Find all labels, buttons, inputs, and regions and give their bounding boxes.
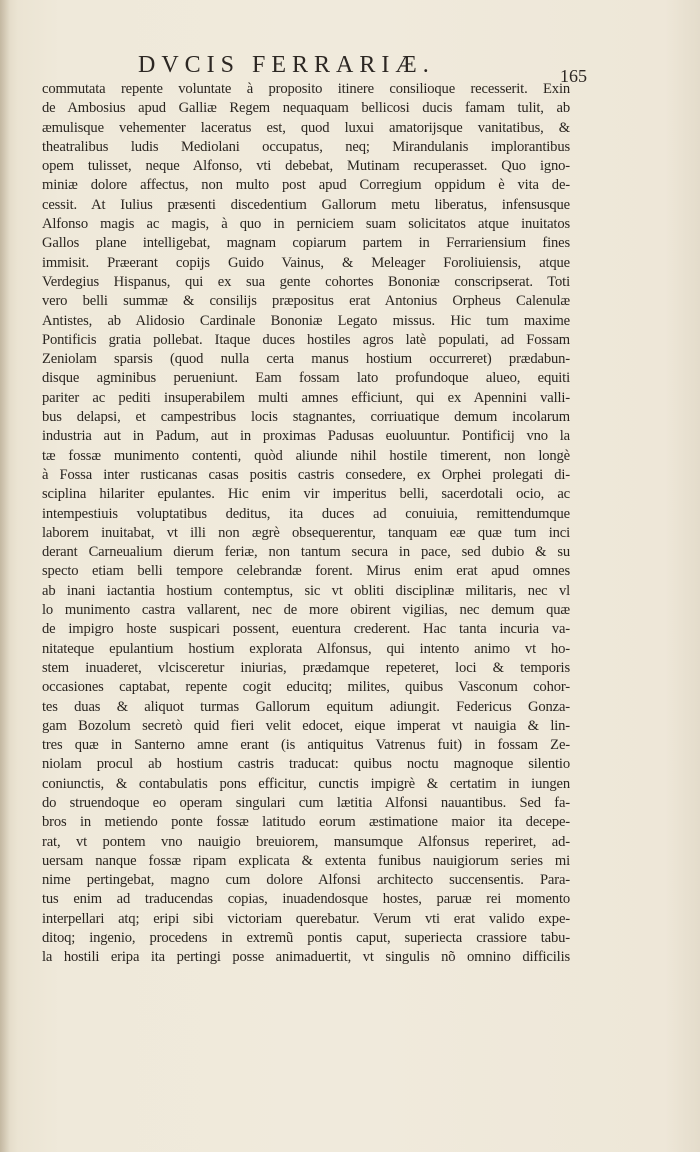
text-line: rat, vt pontem vno nauigio breuiorem, mansumque Alfonsus reperiret, ad- — [42, 833, 570, 850]
text-line: ab inani iactantia hostium contemptus, sic vt obliti disciplinæ militaris, nec vl — [42, 582, 570, 599]
text-line: intempestiuis voluptatibus deditus, ita duces ad conuiuia, remittendumque — [42, 505, 570, 522]
text-line: opem tulisset, neque Alfonso, vti debebat, Mutinam recuperasset. Quo igno- — [42, 158, 570, 175]
text-line: cessit. At Iulius præsenti discedentium Gallorum metu liberatus, infensusque — [42, 196, 570, 213]
text-line: specto etiam belli tempore celebrandæ forent. Mirus enim erat apud omnes — [42, 563, 570, 580]
text-line: la hostili eripa ita pertingi posse animaduertit, vt singulis nõ omnino difficilis — [42, 949, 570, 966]
text-line: nitateque epulantium hostium explorata Alfonsus, qui intento animo vt ho- — [42, 640, 570, 657]
text-line: disque agminibus perueniunt. Eam fossam lato profundoque alueo, equiti — [42, 370, 570, 387]
text-line: Zeniolam sparsis (quod nulla certa manus hostium occurreret) prædabun- — [42, 351, 570, 368]
text-line: nime pertingebat, magno cum dolore Alfonsi architecto succensentis. Para- — [42, 872, 570, 889]
text-line: bros in metiendo ponte fossæ latitudo eorum æstimatione maior ita decepe- — [42, 814, 570, 831]
text-line: laborem inuitabat, vt illi non ægrè obsequerentur, tanquam eæ quæ tum inci — [42, 524, 570, 541]
text-line: tus enim ad traducendas copias, inuadendosque hostes, paruæ rei momento — [42, 891, 570, 908]
text-line: de impigro hoste suspicari possent, euentura crederent. Hac tanta incuria va- — [42, 621, 570, 638]
text-line: tæ fossæ munimento contenti, quòd aliunde nihil hostile timerent, non longè — [42, 447, 570, 464]
body-text — [42, 80, 570, 968]
text-line: immisit. Præerant copijs Guido Vainus, & Meleager Foroliuiensis, atque — [42, 254, 570, 271]
text-line: coniunctis, & contabulatis pons efficitur, cunctis impigrè & certatim in iungen — [42, 775, 570, 792]
text-line: niolam procul ab hostium castris traducat: quibus noctu magnoque silentio — [42, 756, 570, 773]
text-line: bus delapsi, et campestribus locis stagnantes, corriuatique demum incolarum — [42, 409, 570, 426]
text-line: à Fossa inter rusticanas casas positis castris consedere, ex Orphei prolegati di- — [42, 466, 570, 483]
text-line: uersam nanque fossæ ripam explicata & extenta funibus nauigiorum series mi — [42, 852, 570, 869]
text-line: Pontificis gratia pollebat. Itaque duces hostiles agros latè populati, ad Fossam — [42, 331, 570, 348]
text-line: lo munimento castra vallarent, nec de more obirent vigilias, nec demum quæ — [42, 602, 570, 619]
text-line: industria aut in Padum, aut in proximas Padusas euoluuntur. Pontificij vno la — [42, 428, 570, 445]
page-number: 165 — [560, 66, 587, 86]
text-line: Alfonso magis ac magis, à quo in perniciem suam solicitatos atque inuitatos — [42, 216, 570, 233]
text-line: ditoq; ingenio, procedens in extremũ pontis caput, superiecta crassiore tabu- — [42, 930, 570, 947]
text-line: interpellari atq; eripi sibi victoriam querebatur. Verum vti erat valido expe- — [42, 910, 570, 927]
text-line: theatralibus ludis Mediolani occupatus, neq; Mirandulanis implorantibus — [42, 138, 570, 155]
text-line: do struendoque eo operam singulari cum lætitia Alfonsi nauantibus. Sed fa- — [42, 794, 570, 811]
text-line: vero belli summæ & consilijs præpositus erat Antonius Orpheus Calenulæ — [42, 293, 570, 310]
text-line: de Ambosius apud Galliæ Regem nequaquam bellicosi ducis famam tulit, ab — [42, 100, 570, 117]
text-line: pariter ac pediti insuperabilem multi amnes efficiunt, qui ex Apennini valli- — [42, 389, 570, 406]
text-line: gam Bozolum secretò quid fieri velit edocet, eique imperat vt nauigia & lin- — [42, 717, 570, 734]
text-line: derant Carneualium dierum feriæ, non tantum secura in pace, sed dubio & su — [42, 544, 570, 561]
text-line: commutata repente voluntate à proposito itinere consilioque recesserit. Exin — [42, 81, 570, 97]
text-line: tres quæ in Santerno amne erant (is antiquitus Vatrenus fuit) in fossam Ze- — [42, 737, 570, 754]
text-line: Verdegius Hispanus, qui ex sua gente cohortes Bononiæ conscripserat. Toti — [42, 273, 570, 290]
text-line: stem inuaderet, vlcisceretur iniurias, prædamque repeteret, loci & temporis — [42, 659, 570, 676]
text-line: sciplina hilariter epulantes. Hic enim vir imperitus belli, sacerdotali ocio, ac — [42, 486, 570, 503]
text-line: Gallos plane intelligebat, magnam copiarum partem in Ferrariensium fines — [42, 235, 570, 252]
text-line: occasiones captabat, repente cogit educitq; milites, quibus Vasconum cohor- — [42, 679, 570, 696]
text-line: miniæ dolore affectus, non multo post apud Corregium oppidum è vita de- — [42, 177, 570, 194]
running-head: DVCIS FERRARIÆ. — [138, 52, 435, 78]
text-line: Antistes, ab Alidosio Cardinale Bononiæ Legato missus. Hic tum maxime — [42, 312, 570, 329]
text-line: tes duas & aliquot turmas Gallorum equitum adiungit. Federicus Gonza- — [42, 698, 570, 715]
text-line: æmulisque vehementer laceratus est, quod luxui amatorijsque vanitatibus, & — [42, 119, 570, 136]
